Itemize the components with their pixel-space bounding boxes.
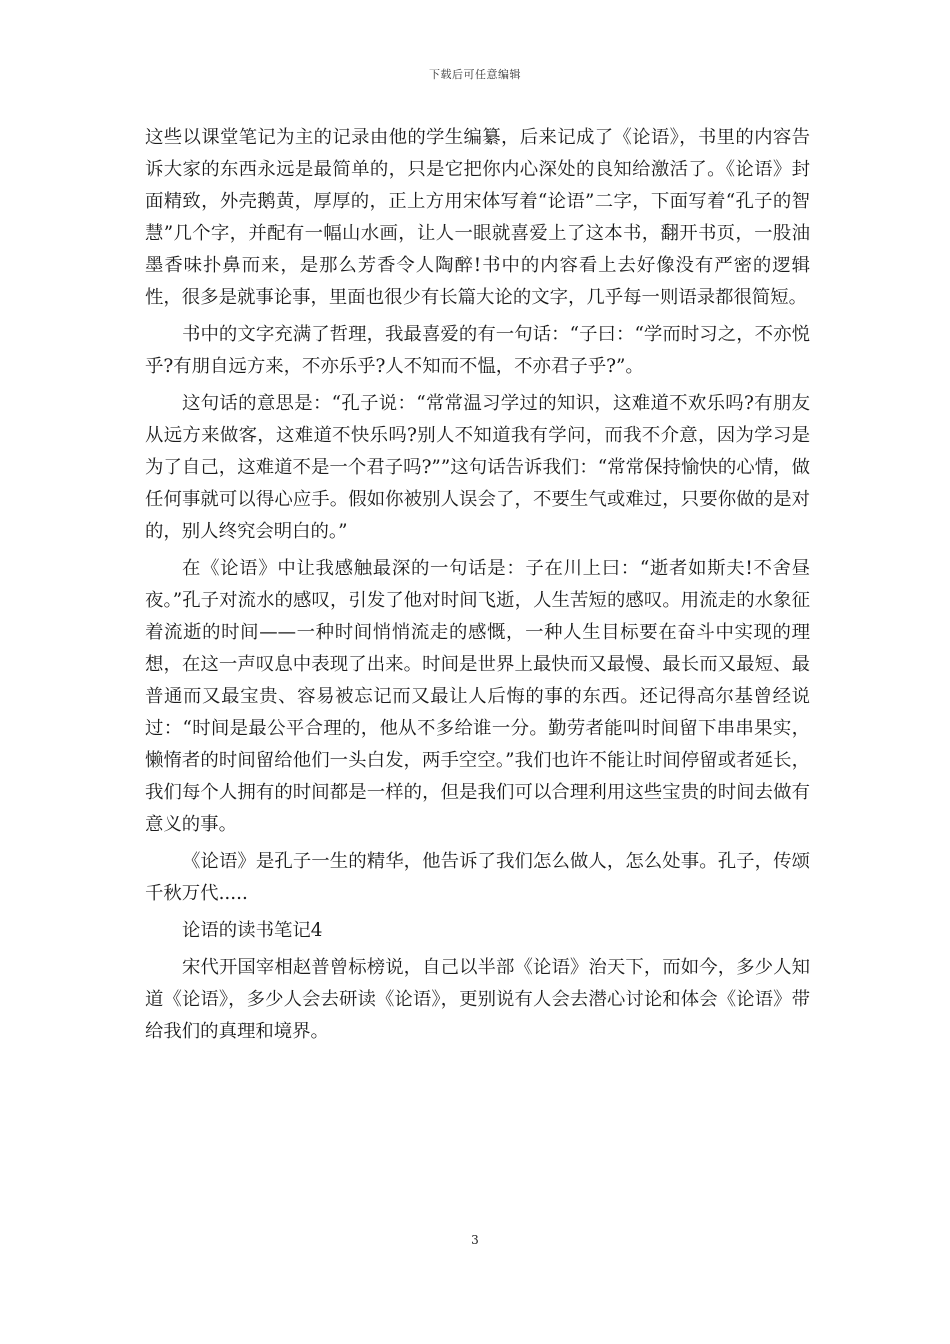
page-header: 下载后可任意编辑 bbox=[429, 68, 521, 81]
paragraph-conclusion: 《论语》是孔子一生的精华，他告诉了我们怎么做人，怎么处事。孔子，传颂千秋万代..... bbox=[145, 851, 810, 904]
paragraph-time-reflection: 在《论语》中让我感触最深的一句话是：子在川上曰：“逝者如斯夫!不舍昼夜。”孔子对流水的感叹，引发了他对时间飞逝，人生苦短的感叹。用流走的水象征着流逝的时间——一种时间悄悄流走的感慨，一种人生目标要在奋斗中实现的理想，在这一声叹息中表现了出来。时间是世界上最快而又最慢、最长而又最短、最普通而又最宝贵、容易被忘记而又最让人后悔的事的东西。还记得高尔基曾经说过：“时间是最公平合理的，他从不多给谁一分。勤劳者能叫时间留下串串果实，懒惰者的时间留给他们一头白发，两手空空。”我们也许不能让时间停留或者延长，我们每个人拥有的时间都是一样的，但是我们可以合理利用这些宝贵的时间去做有意义的事。 bbox=[145, 558, 810, 835]
paragraph-zhaopu: 宋代开国宰相赵普曾标榜说，自己以半部《论语》治天下，而如今，多少人知道《论语》，多少人会去研读《论语》，更别说有人会去潜心讨论和体会《论语》带给我们的真理和境界。 bbox=[145, 957, 810, 1042]
paragraph-quote-meaning: 这句话的意思是：“孔子说：“常常温习学过的知识，这难道不欢乐吗?有朋友从远方来做客，这难道不快乐吗?别人不知道我有学问，而我不介意，因为学习是为了自己，这难道不是一个君子吗?””这句话告诉我们：“常常保持愉快的心情，做任何事就可以得心应手。假如你被别人误会了，不要生气或难过，只要你做的是对的，别人终究会明白的。” bbox=[145, 393, 810, 542]
page-number: 3 bbox=[471, 1233, 479, 1247]
paragraph-intro: 这些以课堂笔记为主的记录由他的学生编纂，后来记成了《论语》，书里的内容告诉大家的东西永远是最简单的，只是它把你内心深处的良知给激活了。《论语》封面精致，外壳鹅黄，厚厚的，正上方用宋体写着“论语”二字，下面写着“孔子的智慧”几个字，并配有一幅山水画，让人一眼就喜爱上了这本书，翻开书页，一股油墨香味扑鼻而来，是那么芳香令人陶醉!书中的内容看上去好像没有严密的逻辑性，很多是就事论事，里面也很少有长篇大论的文字，几乎每一则语录都很简短。 bbox=[145, 127, 810, 308]
document-body bbox=[145, 122, 810, 1053]
paragraph-favorite-quote: 书中的文字充满了哲理，我最喜爱的有一句话：“子曰：“学而时习之，不亦悦乎?有朋自远方来，不亦乐乎?人不知而不愠，不亦君子乎?”。 bbox=[145, 324, 810, 377]
section-title: 论语的读书笔记4 bbox=[182, 920, 323, 941]
